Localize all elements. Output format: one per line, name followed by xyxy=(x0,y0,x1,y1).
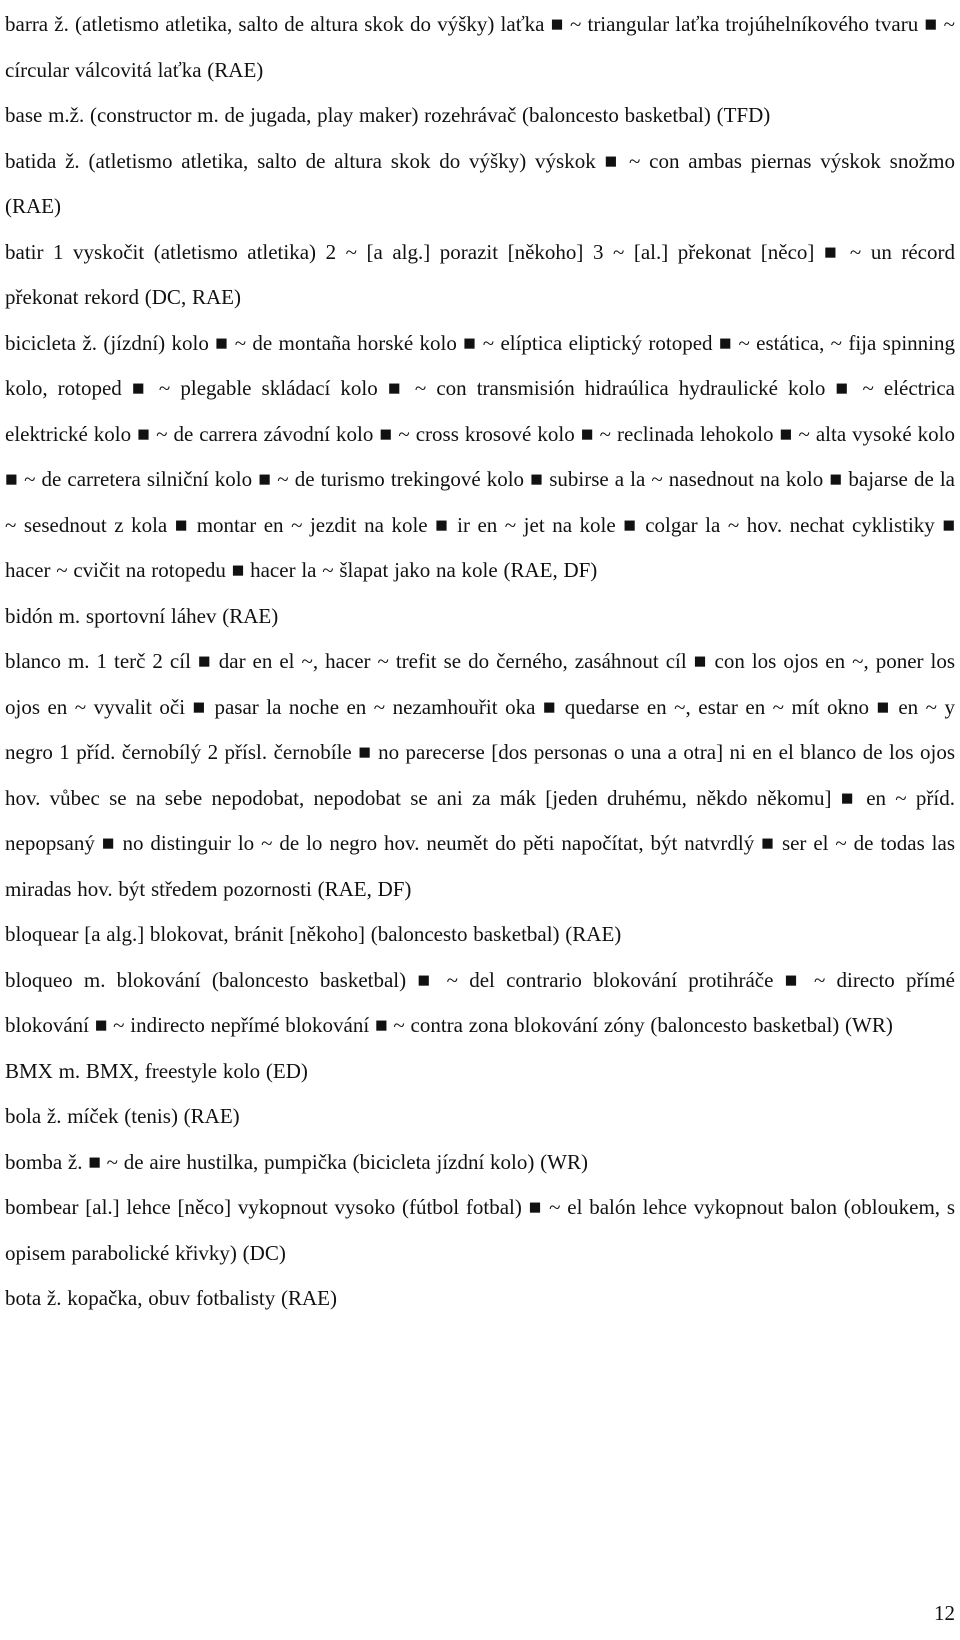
dictionary-entry-batida: batida ž. (atletismo atletika, salto de altura skok do výšky) výskok ■ ~ con ambas piernas výskok snožmo (RAE) xyxy=(5,148,955,218)
dictionary-entry-bombear: bombear [al.] lehce [něco] vykopnout vysoko (fútbol fotbal) ■ ~ el balón lehce vykopnout balon (obloukem, s opisem parabolické křivky) (DC) xyxy=(5,1195,955,1265)
dictionary-entry-barra: barra ž. (atletismo atletika, salto de altura skok do výšky) laťka ■ ~ triangular laťka trojúhelníkového tvaru ■ ~ círcular válcovitá laťka (RAE) xyxy=(5,12,955,82)
dictionary-entry-bmx: BMX m. BMX, freestyle kolo (ED) xyxy=(5,1058,308,1083)
dictionary-entry-bota: bota ž. kopačka, obuv fotbalisty (RAE) xyxy=(5,1286,337,1310)
dictionary-entry-bomba: bomba ž. ■ ~ de aire hustilka, pumpička (bicicleta jízdní kolo) (WR) xyxy=(5,1149,588,1174)
dictionary-entry-bicicleta: bicicleta ž. (jízdní) kolo ■ ~ de montaña horské kolo ■ ~ elíptica eliptický rotoped ■ ~ estática, ~ fija spinning kolo, rotoped ■ ~ plegable skládací kolo ■ ~ con transmisión hidraúlica hydraulické kolo ■ ~ eléctrica elektrické kolo ■ ~ de carrera závodní kolo ■ ~ cross krosové kolo ■ ~ reclinada lehokolo ■ ~ alta vysoké kolo ■ ~ de carretera silniční kolo ■ ~ de turismo trekingové kolo ■ subirse a la ~ nasednout na kolo ■ bajarse de la ~ sesednout z kola ■ montar en ~ jezdit na kole ■ ir en ~ jet na kole ■ colgar la ~ hov. nechat cyklistiky ■ hacer ~ cvičit na rotopedu ■ hacer la ~ šlapat jako na kole (RAE, DF) xyxy=(5,330,955,582)
dictionary-entry-bola: bola ž. míček (tenis) (RAE) xyxy=(5,1104,240,1128)
dictionary-entry-base: base m.ž. (constructor m. de jugada, play maker) rozehrávač (baloncesto basketbal) (TFD) xyxy=(5,103,771,127)
dictionary-entry-bloquear: bloquear [a alg.] blokovat, bránit [někoho] (baloncesto basketbal) (RAE) xyxy=(5,922,622,946)
dictionary-entry-bloqueo: bloqueo m. blokování (baloncesto basketbal) ■ ~ del contrario blokování protihráče ■ ~ directo přímé blokování ■ ~ indirecto nepřímé blokování ■ ~ contra zona blokování zóny (baloncesto basketbal) (WR) xyxy=(5,967,955,1037)
dictionary-entry-bidon: bidón m. sportovní láhev (RAE) xyxy=(5,603,279,628)
dictionary-entries xyxy=(5,2,955,1322)
dictionary-entry-batir: batir 1 vyskočit (atletismo atletika) 2 ~ [a alg.] porazit [někoho] 3 ~ [al.] překonat [něco] ■ ~ un récord překonat rekord (DC, RAE) xyxy=(5,239,955,309)
dictionary-entry-blanco: blanco m. 1 terč 2 cíl ■ dar en el ~, hacer ~ trefit se do černého, zasáhnout cíl ■ con los ojos en ~, poner los ojos en ~ vyvalit oči ■ pasar la noche en ~ nezamhouřit oka ■ quedarse en ~, estar en ~ mít okno ■ en ~ y negro 1 příd. černobílý 2 přísl. černobíle ■ no parecerse [dos personas o una a otra] ni en el blanco de los ojos hov. vůbec se na sebe nepodobat, nepodobat se ani za mák [jeden druhému, někdo někomu] ■ en ~ příd. nepopsaný ■ no distinguir lo ~ de lo negro hov. neumět do pěti napočítat, být natvrdlý ■ ser el ~ de todas las miradas hov. být středem pozornosti (RAE, DF) xyxy=(5,649,955,901)
page-number: 12 xyxy=(934,1601,955,1625)
document-page xyxy=(5,0,955,1640)
